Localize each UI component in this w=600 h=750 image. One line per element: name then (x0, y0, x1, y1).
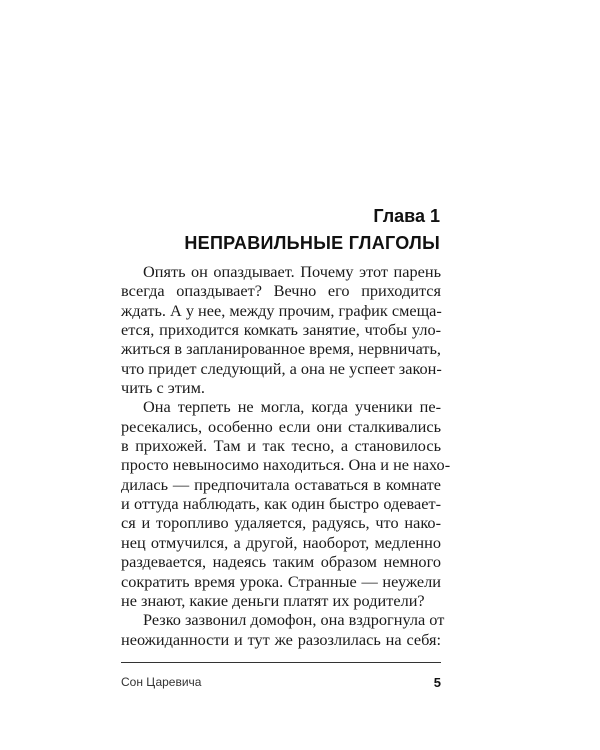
text-line: и оттуда наблюдать, как один быстро одевает- (121, 494, 441, 514)
text-line: Она терпеть не могла, когда ученики пе- (143, 397, 441, 417)
text-line: ждать. А у нее, между прочим, график смеща- (121, 300, 442, 320)
text-line: раздевается, надеясь таким образом немного (121, 552, 441, 572)
text-line: в прихожей. Там и так тесно, а становилось (121, 436, 441, 456)
text-line: Резко зазвонил домофон, она вздрогнула от (143, 610, 445, 630)
paragraph (121, 262, 441, 397)
text-line: сократить время урока. Странные — неужели (121, 571, 441, 591)
text-line: всегда опаздывает? Вечно его приходится (121, 281, 441, 301)
text-line: ресекались, особенно если они сталкивались (121, 416, 441, 436)
body-text (121, 262, 451, 649)
chapter-title: НЕПРАВИЛЬНЫЕ ГЛАГОЛЫ (184, 233, 440, 253)
text-line: просто невыносимо находиться. Она и не нахо- (121, 455, 451, 475)
text-line: ся и торопливо удаляется, радуясь, что нако- (121, 513, 441, 533)
text-line: ется, приходится комкать занятие, чтобы уло- (121, 320, 441, 340)
text-line: что придет следующий, а она не успеет закон- (121, 358, 442, 378)
text-line: не знают, какие деньги платят их родители? (121, 590, 425, 610)
text-line: неожиданности и тут же разозлилась на себя: (121, 629, 441, 649)
footer-divider (121, 662, 441, 663)
paragraph (121, 610, 445, 649)
running-footer-title: Сон Царевича (121, 675, 202, 689)
text-line: житься в запланированное время, нервничать, (121, 339, 441, 359)
paragraph (121, 397, 451, 610)
text-line: Опять он опаздывает. Почему этот парень (143, 262, 441, 281)
text-line: нец отмучился, а другой, наоборот, медленно (121, 532, 441, 552)
text-line: чить с этим. (121, 378, 205, 398)
chapter-number: Глава 1 (373, 206, 440, 226)
text-line: дилась — предпочитала оставаться в комнате (121, 474, 441, 494)
page-number: 5 (433, 675, 441, 690)
